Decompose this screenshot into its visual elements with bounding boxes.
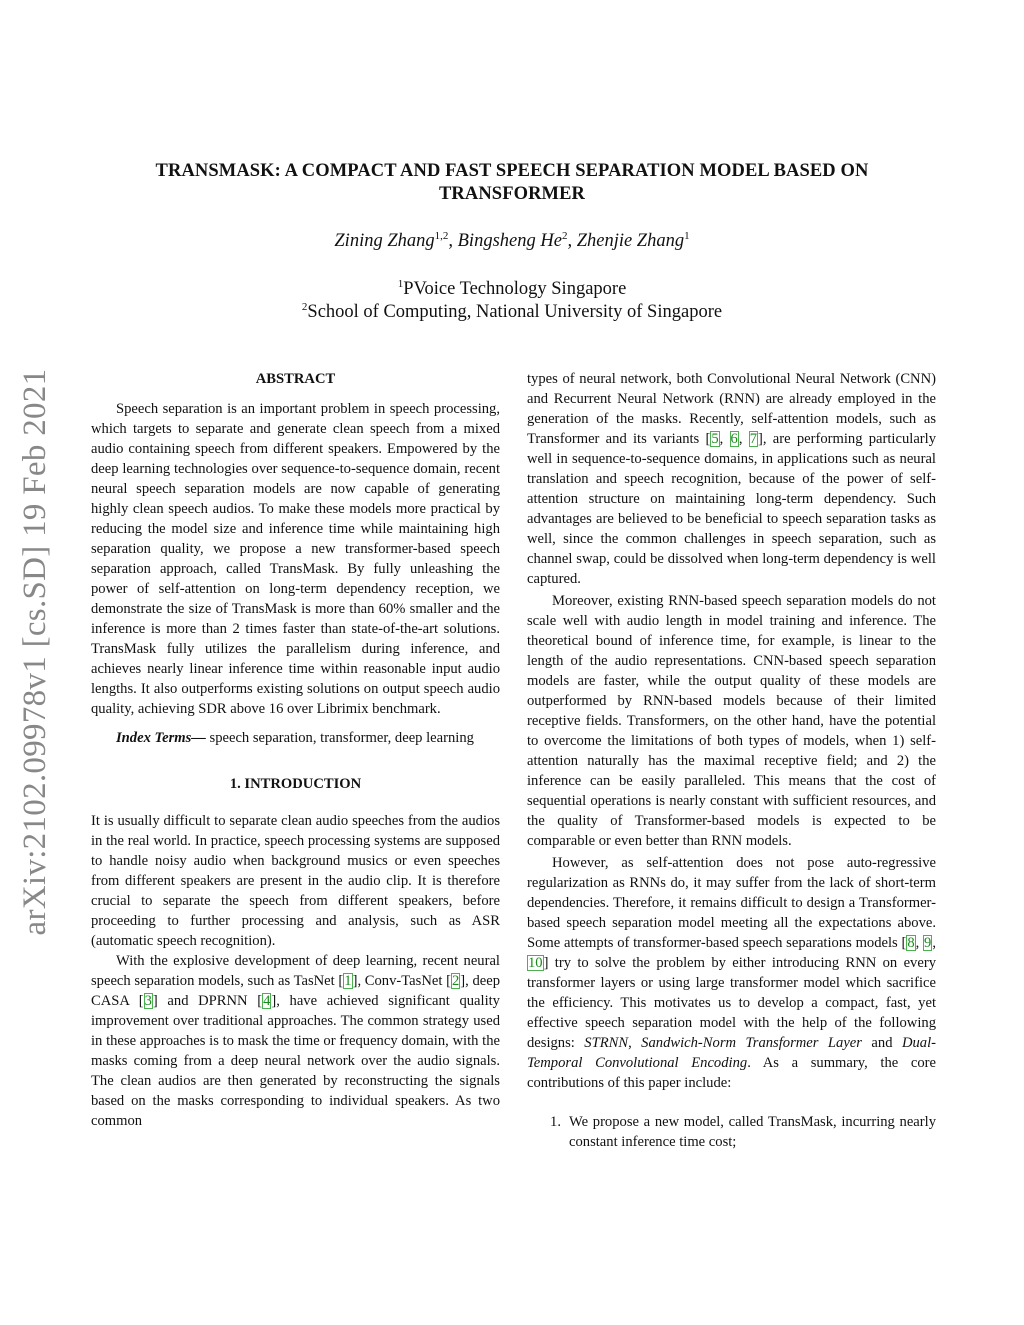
abstract-heading: ABSTRACT bbox=[255, 371, 336, 387]
affiliation bbox=[100, 301, 924, 324]
citation-link[interactable]: 6 bbox=[730, 431, 738, 447]
contribution-item bbox=[527, 1112, 936, 1152]
author-affiliation-mark: 1 bbox=[684, 230, 690, 242]
author-list: Zining Zhang$^{1,2}$, Bingsheng He$^2$, Zhenjie Zhang$^1$ bbox=[334, 230, 690, 251]
affiliation-mark: 1 bbox=[397, 278, 404, 290]
intro-paragraph-1: It is usually difficult to separate clean audio speeches from the audios in the real world. In practice, speech processing systems are supposed to handle noisy audio when background musics or even speeches from different speakers are present in the audio clip. It is therefore crucial to separate the speech from different speakers, before proceeding to further processing and analysis, such as ASR (automatic speech recognition). bbox=[91, 813, 500, 949]
contribution-text: We propose a new model, called TransMask, incurring nearly constant inference time cost; bbox=[569, 1114, 936, 1150]
emphasized-term: STRNN bbox=[584, 1035, 629, 1051]
citation-link[interactable]: 9 bbox=[924, 935, 932, 951]
right-column bbox=[527, 369, 936, 1152]
intro-paragraph-4: Moreover, existing RNN-based speech separation models do not scale well with audio length in model training and inference. The theoretical bound of inference time, for example, is linear to the length of the audio representations. CNN-based speech separation models are faster, while the output quality of these models are outperformed by RNN-based models because of their limited receptive fields. Transformers, on the other hand, have the potential to overcome the limitations of both types of models, when 1) self-attention naturally has the maximal receptive field; and 2) the inference can be easily paralleled. This means that the cost of sequential operations is nearly constant with sufficient resources, and the quality of Transformer-based models is expected to be comparable or even better than RNN models. bbox=[527, 593, 936, 849]
emphasized-term: Sandwich-Norm Transformer Layer bbox=[641, 1035, 862, 1051]
citation-link[interactable]: 1 bbox=[344, 973, 352, 989]
author-name: Bingsheng He bbox=[457, 231, 562, 251]
citation-link[interactable]: 7 bbox=[749, 431, 758, 447]
paper-title: TRANSMASK: A COMPACT AND FAST SPEECH SEPARATION MODEL BASED ON TRANSFORMER bbox=[155, 161, 869, 204]
intro-paragraph-5: However, as self-attention does not pose auto-regressive regularization as RNNs do, it may suffer from the lack of short-term dependencies. Therefore, it remains difficult to design a Transformer-based speech separation model meeting all the expectations above. Some attempts of transformer-based speech separations models [8, 9, 10] try to solve the problem by either introducing RNN on every transformer layers or using large transformer model which sacrifice the efficiency. This motivates us to develop a compact, fast, yet effective speech separation model with the help of the following designs: STRNN, Sandwich-Norm Transformer Layer and Dual-Temporal Convolutional Encoding. As a summary, the core contributions of this paper include: bbox=[527, 855, 936, 1091]
contribution-number: 1. bbox=[550, 1114, 561, 1130]
citation-link[interactable]: 5 bbox=[711, 431, 719, 447]
author-name: Zining Zhang bbox=[334, 231, 435, 251]
affiliation-name: School of Computing, National University of Singapore bbox=[307, 302, 723, 322]
citation-link[interactable]: 3 bbox=[144, 993, 152, 1009]
index-terms bbox=[91, 728, 500, 748]
emphasized-term: Dual-Temporal Convolutional Encoding bbox=[527, 1035, 936, 1071]
citation-link[interactable]: 8 bbox=[907, 935, 915, 951]
index-terms-text: speech separation, transformer, deep learning bbox=[205, 730, 474, 746]
author-affiliation-mark: 2 bbox=[561, 230, 568, 242]
citation-link[interactable]: 10 bbox=[528, 955, 543, 971]
abstract-text: Speech separation is an important problem in speech processing, which targets to separate and generate clean speech from a mixed audio containing speech from different speakers. Empowered by the deep learning technologies over sequence-to-sequence domain, recent neural speech separation models are now capable of generating highly clean speech audios. To make these models more practical by reducing the model size and inference time while maintaining high separation quality, we propose a new transformer-based speech separation approach, called TransMask. By fully unleashing the power of self-attention on long-term dependency reception, we demonstrate the size of TransMask is more than 60% smaller and the inference is more than 2 times faster than state-of-the-art solutions. TransMask fully utilizes the parallelism during inference, and achieves nearly linear inference time within reasonable input audio lengths. It also outperforms existing solutions on output speech audio quality, achieving SDR above 16 over Librimix benchmark. bbox=[91, 401, 500, 717]
author-name: Zhenjie Zhang bbox=[576, 231, 685, 251]
contribution-list bbox=[527, 1112, 936, 1152]
citation-link[interactable]: 4 bbox=[263, 993, 271, 1009]
affiliation-name: PVoice Technology Singapore bbox=[403, 279, 627, 299]
left-column bbox=[91, 369, 500, 1131]
index-terms-label: Index Terms— bbox=[116, 730, 206, 746]
introduction-heading: 1. INTRODUCTION bbox=[229, 776, 362, 792]
affiliation-mark: 2 bbox=[301, 301, 308, 313]
affiliation-list bbox=[100, 278, 924, 324]
citation-link[interactable]: 2 bbox=[451, 973, 460, 989]
author-affiliation-mark: 1,2 bbox=[434, 230, 449, 242]
intro-paragraph-3: types of neural network, both Convolutional Neural Network (CNN) and Recurrent Neural Network (RNN) are already employed in the generation of the masks. Recently, self-attention models, such as Transformer and its variants [5, 6, 7], are performing particularly well in sequence-to-sequence domains, in applications such as neural translation and speech recognition, because of the power of self-attention structure on maintaining long-term dependency. Such advantages are believed to be beneficial to speech separation tasks as well, since the common challenges in speech separation, such as channel swap, could be dissolved when long-term dependency is well captured. bbox=[527, 371, 937, 587]
intro-paragraph-2: With the explosive development of deep learning, recent neural speech separation models, such as TasNet [1], Conv-TasNet [2], deep CASA [3] and DPRNN [4], have achieved significant quality improvement over traditional approaches. The common strategy used in these approaches is to mask the time or frequency domain, with the masks coming from a deep neural network over the audio signals. The clean audios are then generated by reconstructing the signals based on the masks corresponding to individual speakers. As two common bbox=[91, 953, 501, 1129]
arxiv-identifier[interactable]: arXiv:2102.09978v1 [cs.SD] 19 Feb 2021 bbox=[17, 368, 53, 936]
affiliation bbox=[100, 278, 924, 301]
